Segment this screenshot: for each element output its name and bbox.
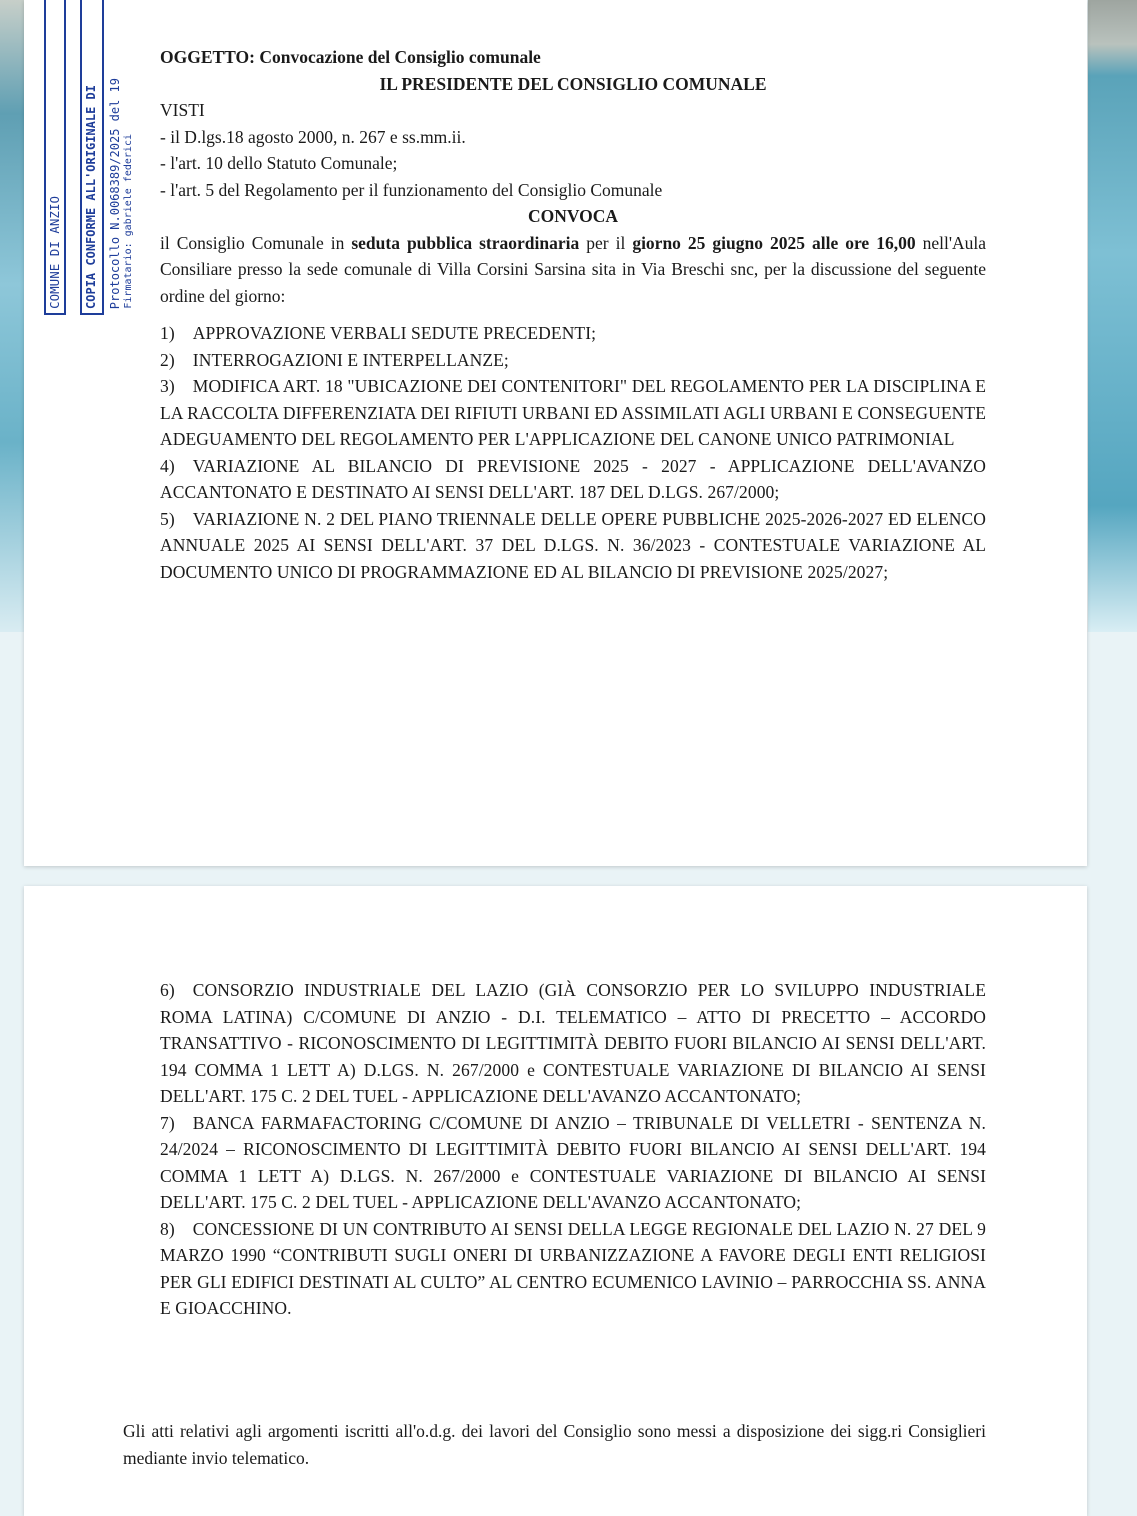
visti-title: VISTI <box>160 100 205 120</box>
agenda-item <box>160 977 986 1110</box>
agenda-item <box>160 373 986 453</box>
convoca-heading: CONVOCA <box>527 206 619 226</box>
agenda-text: APPROVAZIONE VERBALI SEDUTE PRECEDENTI; <box>192 323 597 343</box>
agenda-item <box>160 320 986 347</box>
background-left <box>0 0 24 632</box>
page-2-content <box>160 977 986 1322</box>
document-page-2 <box>24 886 1087 1516</box>
agenda-text: MODIFICA ART. 18 "UBICAZIONE DEI CONTENITORI" DEL REGOLAMENTO PER LA DISCIPLINA E LA RACCOLTA DIFFERENZIATA DEI RIFIUTI URBANI ED ASSIMILATI AGLI URBANI E CONSEGUENTE ADEGUAMENTO DEL REGOLAMENTO PER L'APPLICAZIONE DEL CANONE UNICO PATRIMONIAL <box>160 376 986 449</box>
agenda-item <box>160 506 986 586</box>
intro-part: il Consiglio Comunale in <box>160 232 352 253</box>
intro-part: nell'Aula Consiliare presso la sede comunale di Villa Corsini Sarsina sita in Via Breschi snc, per la discussione del seguente ordine del giorno: <box>160 232 986 306</box>
background-right <box>1088 0 1137 632</box>
agenda-text: VARIAZIONE AL BILANCIO DI PREVISIONE 2025 - 2027 - APPLICAZIONE DELL'AVANZO ACCANTONATO E DESTINATO AI SENSI DELL'ART. 187 DEL D.LGS. 267/2000; <box>160 455 986 502</box>
agenda-text: CONCESSIONE DI UN CONTRIBUTO AI SENSI DELLA LEGGE REGIONALE DEL LAZIO N. 27 DEL 9 MARZO 1990 “CONTRIBUTI SUGLI ONERI DI URBANIZZAZIONE A FAVORE DEGLI ENTI RELIGIOSI PER GLI EDIFICI DESTINATI AL CULTO” AL CENTRO ECUMENICO LAVINIO – PARROCCHIA SS. ANNA E GIOACCHINO. <box>160 1218 986 1318</box>
agenda-number: 4) <box>160 455 175 476</box>
agenda-item <box>160 1216 986 1322</box>
protocol-stamp <box>44 0 140 315</box>
subject-label: OGGETTO: <box>160 47 255 67</box>
agenda-text: BANCA FARMAFACTORING C/COMUNE DI ANZIO – TRIBUNALE DI VELLETRI - SENTENZA N. 24/2024 – RICONOSCIMENTO DI LEGITTIMITÀ DEBITO FUORI BILANCIO AI SENSI DELL'ART. 194 COMMA 1 LETT A) D.LGS. N. 267/2000 e CONTESTUALE VARIAZIONE DI BILANCIO AI SENSI DELL'ART. 175 C. 2 DEL TUEL - APPLICAZIONE DELL'AVANZO ACCANTONATO; <box>160 1112 986 1212</box>
agenda-text: INTERROGAZIONI E INTERPELLANZE; <box>192 349 509 370</box>
agenda-item <box>160 347 986 374</box>
subject-text: Convocazione del Consiglio comunale <box>259 47 541 67</box>
subject-line <box>160 44 986 71</box>
agenda-number: 7) <box>160 1112 175 1133</box>
agenda-text: VARIAZIONE N. 2 DEL PIANO TRIENNALE DELLE OPERE PUBBLICHE 2025-2026-2027 ED ELENCO ANNUALE 2025 AI SENSI DELL'ART. 37 DEL D.LGS. N. 36/2023 - CONTESTUALE VARIAZIONE AL DOCUMENTO UNICO DI PROGRAMMAZIONE ED AL BILANCIO DI PREVISIONE 2025/2027; <box>160 508 986 582</box>
visti-item: - il D.lgs.18 agosto 2000, n. 267 e ss.mm.ii. <box>160 126 466 147</box>
agenda-number: 1) <box>160 323 175 343</box>
agenda-number: 3) <box>160 376 175 396</box>
agenda-number: 8) <box>160 1218 175 1239</box>
visti-item: - l'art. 5 del Regolamento per il funzionamento del Consiglio Comunale <box>160 179 663 200</box>
visti-item: - l'art. 10 dello Statuto Comunale; <box>160 153 398 173</box>
agenda-item <box>160 453 986 506</box>
footer-note: Gli atti relativi agli argomenti iscritti all'o.d.g. dei lavori del Consiglio sono messi a disposizione dei sigg.ri Consiglieri mediante invio telematico. <box>123 1421 986 1468</box>
page-1-content <box>160 44 986 585</box>
stamp-copia-text: COPIA CONFORME ALL'ORIGINALE DI <box>84 85 98 309</box>
intro-date: giorno 25 giugno 2025 alle ore 16,00 <box>632 232 916 253</box>
agenda-item <box>160 1110 986 1216</box>
agenda-text: CONSORZIO INDUSTRIALE DEL LAZIO (GIÀ CONSORZIO PER LO SVILUPPO INDUSTRIALE ROMA LATINA) C/COMUNE DI ANZIO - D.I. TELEMATICO – ATTO DI PRECETTO – ACCORDO TRANSATTIVO - RICONOSCIMENTO DI LEGITTIMITÀ DEBITO FUORI BILANCIO AI SENSI DELL'ART. 194 COMMA 1 LETT A) D.LGS. N. 267/2000 e CONTESTUALE VARIAZIONE DI BILANCIO AI SENSI DELL'ART. 175 C. 2 DEL TUEL - APPLICAZIONE DELL'AVANZO ACCANTONATO; <box>160 980 986 1106</box>
agenda-number: 2) <box>160 349 175 370</box>
agenda-number: 5) <box>160 508 175 529</box>
stamp-firmatario-text: Firmatario: gabriele federici <box>123 134 134 309</box>
president-heading: IL PRESIDENTE DEL CONSIGLIO COMUNALE <box>379 73 767 94</box>
intro-part: per il <box>579 232 633 253</box>
stamp-protocollo-text: Protocollo N.0068389/2025 del 19 <box>108 77 122 309</box>
agenda-number: 6) <box>160 980 175 1000</box>
document-page-1 <box>24 0 1087 866</box>
intro-seduta: seduta pubblica straordinaria <box>351 232 580 253</box>
convoca-intro <box>160 230 986 310</box>
stamp-comune-text: COMUNE DI ANZIO <box>47 196 62 309</box>
